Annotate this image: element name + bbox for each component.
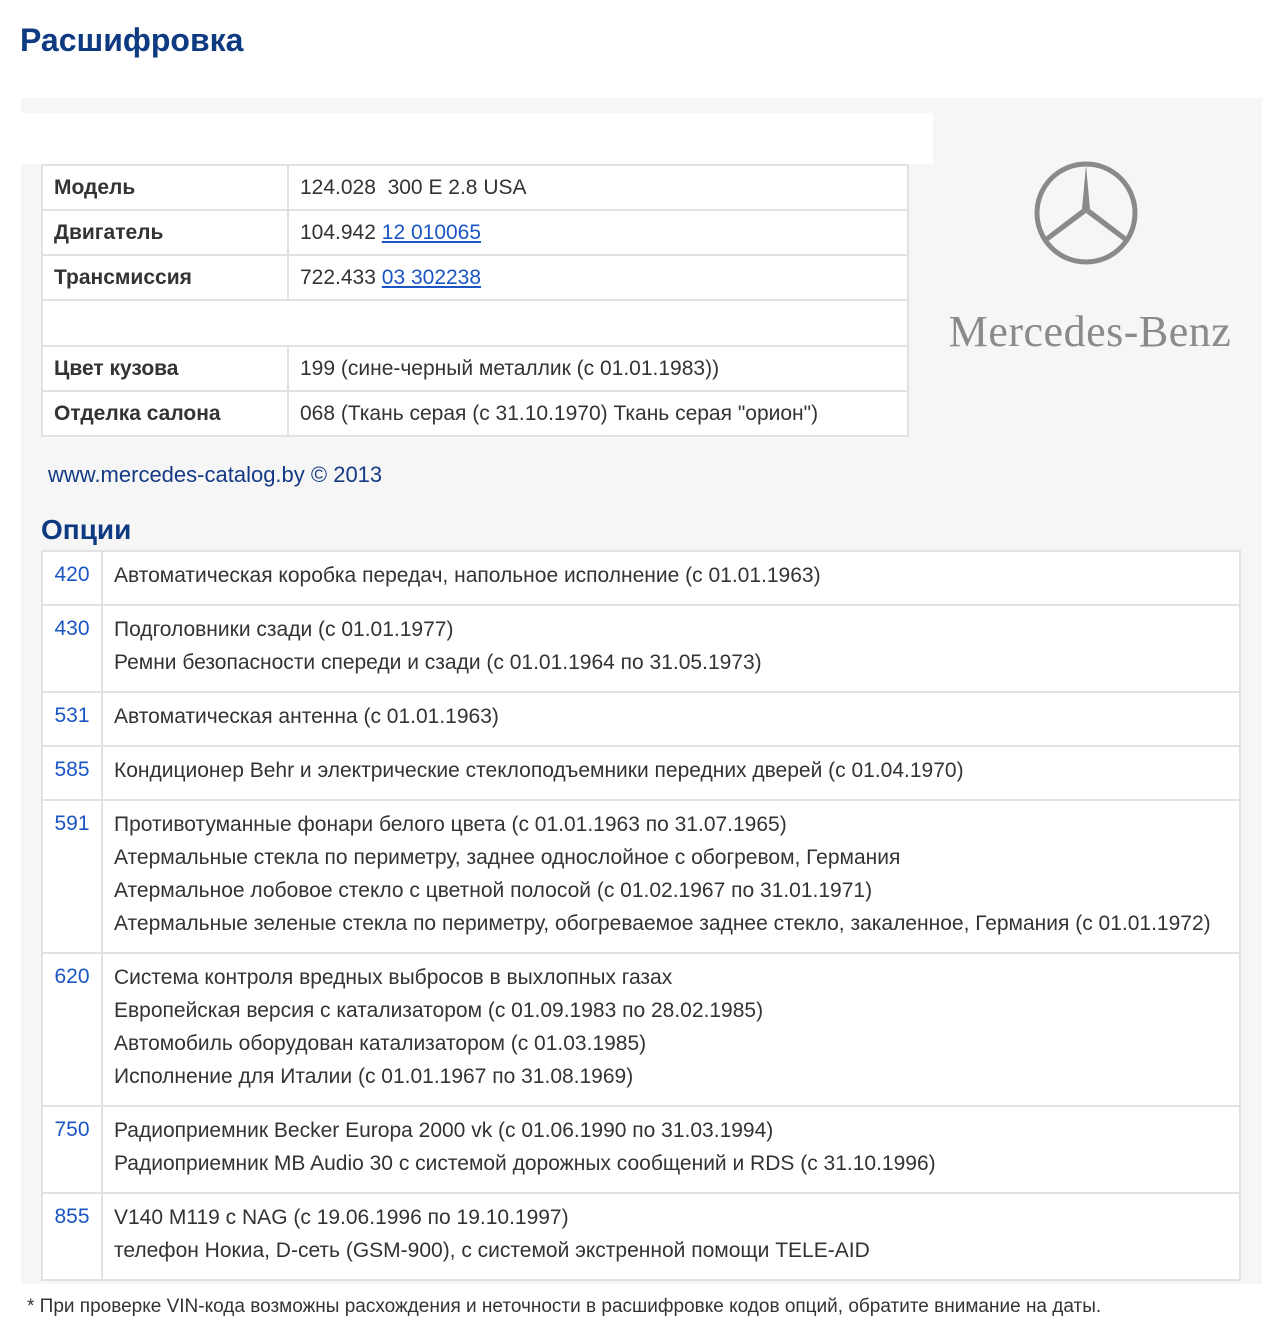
options-table xyxy=(41,550,1241,1281)
option-description xyxy=(102,800,1240,953)
body-color-value: 199 (сине-черный металлик (с 01.01.1983)) xyxy=(288,346,908,391)
mercedes-star-icon xyxy=(1033,160,1139,266)
engine-number-link[interactable]: 12 010065 xyxy=(381,220,482,244)
option-row xyxy=(42,953,1240,1106)
option-row xyxy=(42,746,1240,800)
spec-row-transmission xyxy=(42,255,908,300)
transmission-label: Трансмиссия xyxy=(42,255,288,300)
option-description-line: Атермальные стекла по периметру, заднее однослойное с обогревом, Германия xyxy=(114,846,901,869)
option-row xyxy=(42,800,1240,953)
option-code[interactable]: 750 xyxy=(42,1106,102,1193)
option-description xyxy=(102,1193,1240,1280)
options-title: Опции xyxy=(41,514,132,545)
model-value: 124.028 300 E 2.8 USA xyxy=(288,165,908,210)
transmission-value-cell xyxy=(288,255,908,300)
option-code[interactable]: 585 xyxy=(42,746,102,800)
empty-cell xyxy=(42,300,908,346)
option-description-line: Автоматическая антенна (с 01.01.1963) xyxy=(114,705,499,728)
spec-table xyxy=(41,164,909,437)
option-row xyxy=(42,1106,1240,1193)
engine-label: Двигатель xyxy=(42,210,288,255)
options-body xyxy=(42,551,1240,1280)
option-description-line: Европейская версия с катализатором (с 01.09.1983 по 28.02.1985) xyxy=(114,999,764,1022)
option-description-line: Ремни безопасности спереди и сзади (с 01.01.1964 по 31.05.1973) xyxy=(114,651,762,674)
option-description-line: Радиоприемник MB Audio 30 с системой дорожных сообщений и RDS (с 31.10.1996) xyxy=(114,1152,936,1175)
decode-panel xyxy=(21,98,1262,1284)
engine-value: 104.942 xyxy=(300,220,376,244)
engine-value-cell xyxy=(288,210,908,255)
option-description-line: Противотуманные фонари белого цвета (с 01.01.1963 по 31.07.1965) xyxy=(114,813,787,836)
option-description xyxy=(102,551,1240,605)
spec-row-body-color xyxy=(42,346,908,391)
copyright-text: www.mercedes-catalog.by © 2013 xyxy=(48,462,383,487)
option-description-line: Атермальное лобовое стекло с цветной полосой (с 01.02.1967 по 31.01.1971) xyxy=(114,879,873,902)
option-description-line: Автомобиль оборудован катализатором (с 01.03.1985) xyxy=(114,1032,647,1055)
vin-footnote: * При проверке VIN-кода возможны расхождения и неточности в расшифровке кодов опций, обратите внимание на даты. xyxy=(27,1296,1102,1317)
option-description-line: Кондиционер Behr и электрические стеклоподъемники передних дверей (с 01.04.1970) xyxy=(114,759,964,782)
spec-row-model xyxy=(42,165,908,210)
header-strip xyxy=(21,113,933,164)
option-code[interactable]: 420 xyxy=(42,551,102,605)
option-description-line: Система контроля вредных выбросов в выхлопных газах xyxy=(114,966,673,989)
transmission-value: 722.433 xyxy=(300,265,376,289)
option-row xyxy=(42,551,1240,605)
option-description-line: телефон Нокиа, D-сеть (GSM-900), с системой экстренной помощи TELE-AID xyxy=(114,1239,870,1262)
option-code[interactable]: 855 xyxy=(42,1193,102,1280)
spec-row-engine xyxy=(42,210,908,255)
body-color-label: Цвет кузова xyxy=(42,346,288,391)
option-description xyxy=(102,953,1240,1106)
option-description xyxy=(102,1106,1240,1193)
option-row xyxy=(42,692,1240,746)
option-code[interactable]: 430 xyxy=(42,605,102,692)
option-code[interactable]: 620 xyxy=(42,953,102,1106)
spec-row-interior xyxy=(42,391,908,436)
spec-row-empty xyxy=(42,300,908,346)
option-code[interactable]: 591 xyxy=(42,800,102,953)
brand-logo xyxy=(930,160,1250,357)
option-description-line: Исполнение для Италии (с 01.01.1967 по 31.08.1969) xyxy=(114,1065,634,1088)
model-label: Модель xyxy=(42,165,288,210)
option-row xyxy=(42,605,1240,692)
interior-label: Отделка салона xyxy=(42,391,288,436)
option-code[interactable]: 531 xyxy=(42,692,102,746)
option-description-line: V140 M119 с NAG (с 19.06.1996 по 19.10.1997) xyxy=(114,1206,569,1229)
brand-name: Mercedes-Benz xyxy=(948,307,1232,356)
page-title: Расшифровка xyxy=(20,22,244,58)
option-description-line: Атермальные зеленые стекла по периметру, обогреваемое заднее стекло, закаленное, Германия (с 01.01.1972) xyxy=(114,912,1211,935)
option-description xyxy=(102,692,1240,746)
option-description-line: Подголовники сзади (с 01.01.1977) xyxy=(114,618,454,641)
option-row xyxy=(42,1193,1240,1280)
option-description-line: Радиоприемник Becker Europa 2000 vk (с 01.06.1990 по 31.03.1994) xyxy=(114,1119,774,1142)
option-description-line: Автоматическая коробка передач, напольное исполнение (с 01.01.1963) xyxy=(114,564,821,587)
transmission-number-link[interactable]: 03 302238 xyxy=(381,265,482,289)
option-description xyxy=(102,746,1240,800)
interior-value: 068 (Ткань серая (с 31.10.1970) Ткань серая "орион") xyxy=(288,391,908,436)
option-description xyxy=(102,605,1240,692)
